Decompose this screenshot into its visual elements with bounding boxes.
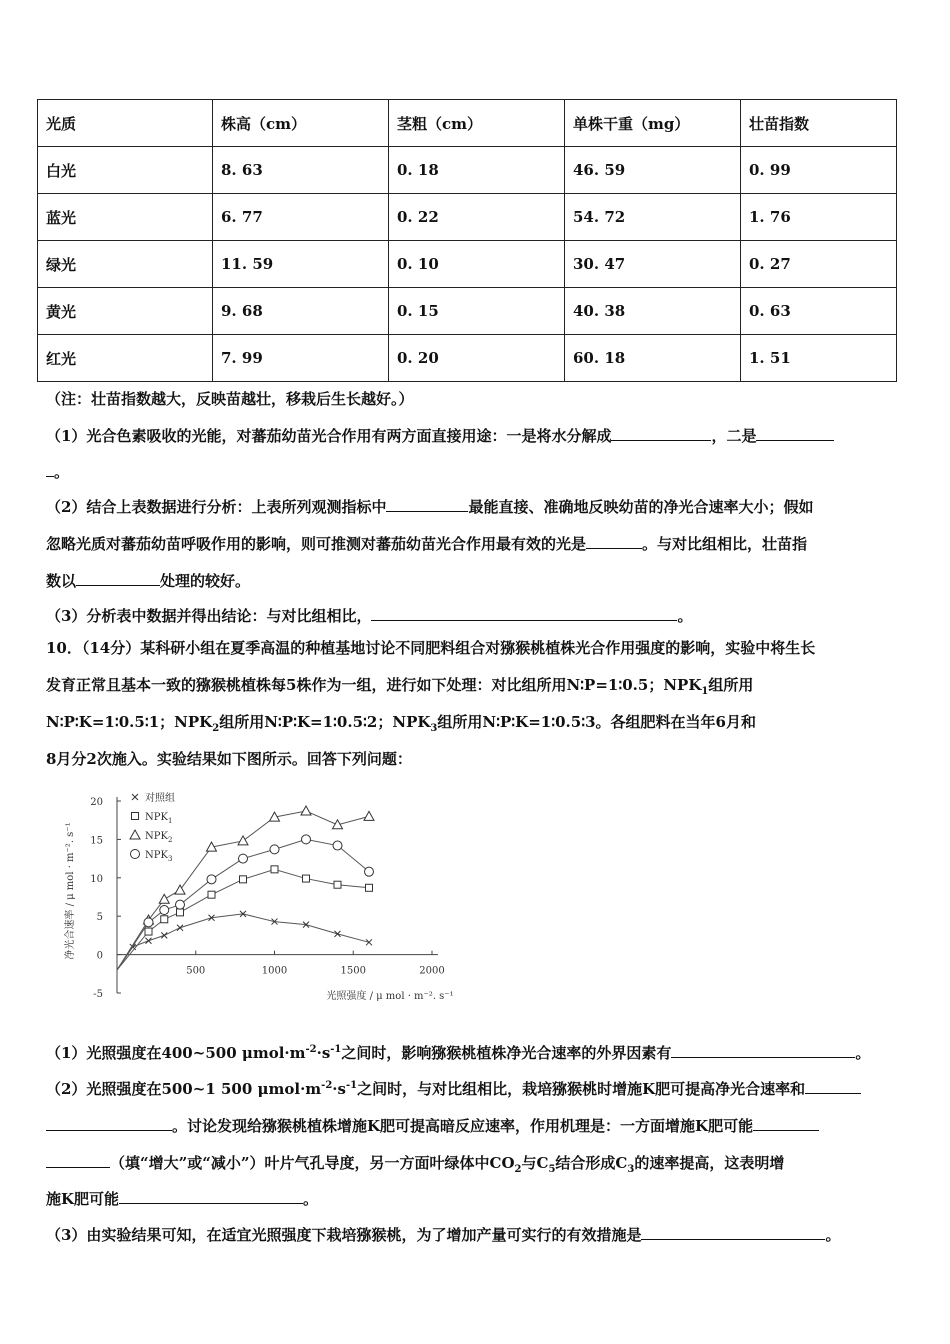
q10-s2-text: ·s (332, 1080, 346, 1098)
answer-blank[interactable] (119, 1187, 303, 1204)
table-cell: 1. 51 (741, 335, 897, 382)
q9-part1-line1 (46, 424, 906, 446)
q9-p1-text-b: ，二是 (711, 427, 757, 445)
data-point (365, 867, 374, 876)
answer-blank[interactable] (805, 1077, 861, 1094)
q10-intro-line4 (46, 749, 906, 769)
table-cell: 0. 15 (389, 288, 565, 335)
data-point (334, 881, 341, 888)
q10-s2-text: 。 (303, 1190, 319, 1208)
table-row (38, 241, 897, 288)
answer-blank[interactable] (753, 1114, 819, 1131)
data-point (161, 932, 167, 938)
y-axis-title: 净光合速率 / μ mol · m⁻². s⁻¹ (65, 822, 76, 960)
table-cell: 白光 (38, 147, 213, 194)
answer-blank[interactable] (46, 1114, 172, 1131)
legend-label: $NPK_3$ (145, 850, 173, 863)
table-cell: 0. 99 (741, 147, 897, 194)
answer-blank[interactable] (756, 424, 834, 441)
table-header-cell: 单株干重（mg） (565, 100, 741, 147)
table-cell: 40. 38 (565, 288, 741, 335)
table-cell: 60. 18 (565, 335, 741, 382)
data-point (208, 891, 215, 898)
q10-intro-text: 8月分2次施入。实验结果如下图所示。回答下列问题： (46, 750, 412, 768)
data-point (271, 866, 278, 873)
data-point (270, 845, 279, 854)
subscript: 3 (430, 723, 438, 734)
data-point (333, 841, 342, 850)
superscript: -1 (330, 1044, 342, 1055)
table-cell: 0. 22 (389, 194, 565, 241)
table-cell: 8. 63 (213, 147, 389, 194)
data-point (159, 894, 169, 903)
table-cell: 7. 99 (213, 335, 389, 382)
data-point (239, 854, 248, 863)
y-tick-label: 20 (90, 797, 103, 808)
q10-s2-text: 。讨论发现给猕猴桃植株增施K肥可提高暗反应速率，作用机理是：一方面增施K肥可能 (172, 1117, 754, 1135)
data-point (146, 938, 152, 944)
q10-intro-text: 发育正常且基本一致的猕猴桃植株每5株作为一组，进行如下处理：对比组所用N∶P=1∶0.5；NPK (46, 676, 702, 694)
q10-s3-text: （3）由实验结果可知，在适宜光照强度下栽培猕猴桃，为了增加产量可实行的有效措施是 (46, 1226, 642, 1244)
table-cell: 9. 68 (213, 288, 389, 335)
answer-blank[interactable] (641, 1223, 825, 1240)
data-point (364, 811, 374, 820)
answer-blank[interactable] (46, 460, 54, 477)
q10-intro-text: 组所用N∶P∶K=1∶0.5∶2；NPK (219, 713, 431, 731)
table-cell: 54. 72 (565, 194, 741, 241)
legend-subscript: 1 (167, 817, 173, 825)
table-cell: 0. 20 (389, 335, 565, 382)
data-point (161, 916, 168, 923)
q9-part2-line3 (46, 569, 906, 591)
light-quality-table (37, 99, 897, 382)
table-header-cell: 光质 (38, 100, 213, 147)
q9-p2-text-d: 。与对比组相比，壮苗指 (642, 535, 808, 553)
q10-sub2-line3 (46, 1151, 906, 1173)
table-cell: 0. 18 (389, 147, 565, 194)
x-tick-label: 500 (186, 965, 206, 977)
x-tick-label: 1500 (340, 965, 366, 977)
q9-part1-line2 (46, 460, 906, 482)
table-header-cell: 壮苗指数 (741, 100, 897, 147)
legend-subscript: 3 (167, 855, 173, 863)
table-cell: 46. 59 (565, 147, 741, 194)
table-cell: 6. 77 (213, 194, 389, 241)
superscript: -2 (305, 1044, 317, 1055)
table-note: （注：壮苗指数越大，反映苗越壮，移栽后生长越好。） (46, 390, 414, 408)
data-point (366, 939, 372, 945)
q9-p2-text-f: 处理的较好。 (160, 572, 251, 590)
table-cell: 蓝光 (38, 194, 213, 241)
subscript: 1 (701, 686, 709, 697)
legend-marker (132, 794, 138, 800)
y-tick-label: -5 (93, 989, 103, 1000)
table-cell: 绿光 (38, 241, 213, 288)
q9-part2-line1 (46, 495, 906, 517)
q10-s3-text: 。 (825, 1226, 841, 1244)
q10-s1-text: 。 (855, 1044, 871, 1062)
subscript: 2 (212, 723, 220, 734)
table-cell: 0. 10 (389, 241, 565, 288)
legend-label: $NPK_1$ (145, 812, 173, 825)
y-tick-label: 15 (90, 835, 103, 847)
q9-p2-text-c: 忽略光质对蕃茄幼苗呼吸作用的影响，则可推测对蕃茄幼苗光合作用最有效的光是 (46, 535, 587, 553)
legend-subscript: 2 (167, 836, 173, 844)
data-point (160, 906, 169, 915)
x-tick-label: 2000 (419, 965, 445, 977)
q9-p3-text-b: 。 (677, 607, 693, 625)
chart-legend (130, 791, 175, 863)
answer-blank[interactable] (371, 604, 677, 621)
superscript: -1 (345, 1080, 358, 1091)
y-tick-label: 0 (96, 950, 103, 962)
q10-intro-line2 (46, 675, 906, 695)
table-cell: 0. 63 (741, 288, 897, 335)
legend-label: $NPK_2$ (145, 831, 173, 844)
table-row (38, 194, 897, 241)
y-tick-label: 10 (90, 873, 103, 885)
data-point (303, 875, 310, 882)
table-cell: 1. 76 (741, 194, 897, 241)
q9-p1-text-c: 。 (54, 463, 70, 481)
q10-sub2-line4 (46, 1187, 906, 1209)
table-row (38, 288, 897, 335)
table-cell: 红光 (38, 335, 213, 382)
answer-blank[interactable] (76, 569, 160, 586)
x-axis-title: 光照强度 / μ mol · m⁻². s⁻¹ (326, 991, 454, 1002)
q10-intro-text: 组所用 (708, 676, 754, 694)
data-point (301, 806, 311, 815)
q10-sub3 (46, 1223, 906, 1245)
q9-p2-text-b: 最能直接、准确地反映幼苗的净光合速率大小；假如 (468, 498, 814, 516)
table-row (38, 147, 897, 194)
data-point (176, 900, 185, 909)
q10-s2-text: 施K肥可能 (46, 1190, 120, 1208)
subscript: 5 (548, 1164, 556, 1175)
data-point (302, 835, 311, 844)
legend-marker (132, 813, 139, 820)
q10-s1-text: （1）光照强度在400~500 μmol·m (46, 1044, 306, 1062)
table-row (38, 335, 897, 382)
q10-sub2-line1 (46, 1077, 906, 1099)
q10-intro-line1 (46, 638, 906, 658)
data-point (335, 931, 341, 937)
table-cell: 0. 27 (741, 241, 897, 288)
data-point (175, 885, 185, 894)
data-point (177, 925, 183, 931)
q10-sub1 (46, 1041, 906, 1063)
q10-s1-text: ·s (316, 1044, 331, 1062)
q10-intro-line3 (46, 712, 906, 732)
q10-s2-text: 的速率提高，这表明增 (634, 1154, 785, 1172)
q9-p3-text-a: （3）分析表中数据并得出结论：与对比组相比， (46, 607, 372, 625)
data-point (240, 876, 247, 883)
x-tick-label: 1000 (261, 965, 288, 977)
q10-sub2-line2 (46, 1114, 906, 1136)
table-header-cell: 茎粗（cm） (389, 100, 565, 147)
q9-part2-line2 (46, 532, 906, 554)
q10-intro-text: 组所用N∶P∶K=1∶0.5∶3。各组肥料在当年6月和 (437, 713, 756, 731)
data-point (145, 928, 152, 935)
photosynthesis-chart (55, 783, 465, 1013)
q10-s2-text: 与C (521, 1154, 549, 1172)
q10-s2-text: （2）光照强度在500~1 500 μmol·m (46, 1080, 322, 1098)
legend-marker (130, 830, 140, 839)
legend-label: 对照组 (145, 793, 175, 804)
data-point (366, 884, 373, 891)
q9-part3 (46, 604, 906, 626)
chart-axes (63, 797, 454, 1002)
series-line (117, 914, 369, 970)
q10-s1-text: 之间时，影响猕猴桃植株净光合速率的外界因素有 (341, 1044, 672, 1062)
table-cell: 11. 59 (213, 241, 389, 288)
q10-intro-text: N∶P∶K=1∶0.5∶1；NPK (46, 713, 213, 731)
answer-blank[interactable] (386, 495, 468, 512)
series-对照组 (117, 911, 372, 970)
subscript: 2 (514, 1164, 522, 1175)
q10-s2-text: 之间时，与对比组相比，栽培猕猴桃时增施K肥可提高净光合速率和 (357, 1080, 806, 1098)
data-point (207, 875, 216, 884)
data-point (177, 909, 184, 916)
data-point (238, 836, 248, 845)
y-tick-label: 5 (96, 912, 103, 924)
answer-blank[interactable] (611, 424, 711, 441)
q9-p2-text-a: （2）结合上表数据进行分析：上表所列观测指标中 (46, 498, 387, 516)
table-header-cell: 株高（cm） (213, 100, 389, 147)
q10-intro-text: 10．（14分）某科研小组在夏季高温的种植基地讨论不同肥料组合对猕猴桃植株光合作用强度的影响，实验中将生长 (46, 639, 816, 657)
table-header-row (38, 100, 897, 147)
table-cell: 30. 47 (565, 241, 741, 288)
answer-blank[interactable] (671, 1041, 855, 1058)
superscript: -2 (321, 1080, 333, 1091)
answer-blank[interactable] (586, 532, 642, 549)
data-point (144, 918, 153, 927)
q9-p2-text-e: 数以 (46, 572, 77, 590)
legend-marker (131, 850, 140, 859)
q9-p1-text-a: （1）光合色素吸收的光能，对蕃茄幼苗光合作用有两方面直接用途：一是将水分解成 (46, 427, 612, 445)
answer-blank[interactable] (46, 1151, 110, 1168)
q10-s2-text: 结合形成C (555, 1154, 628, 1172)
subscript: 3 (627, 1164, 635, 1175)
table-cell: 黄光 (38, 288, 213, 335)
q10-s2-text: （填“增大”或“减小”）叶片气孔导度，另一方面叶绿体中CO (110, 1154, 515, 1172)
